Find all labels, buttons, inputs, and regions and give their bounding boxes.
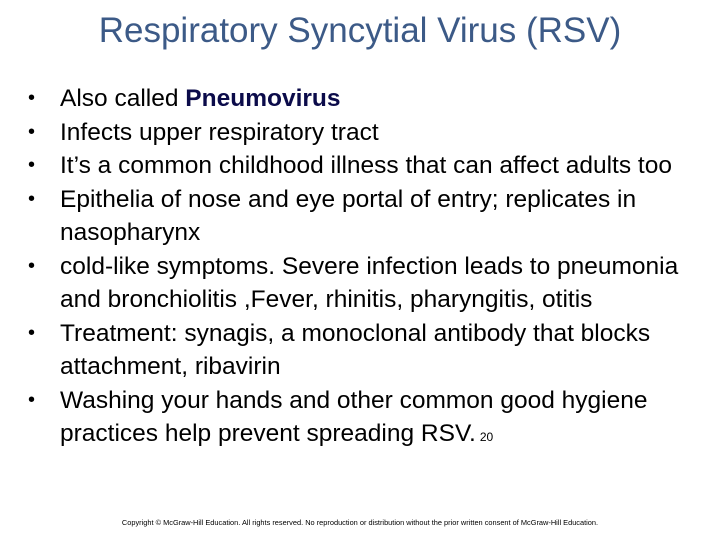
bullet-text: Treatment: synagis, a monoclonal antibody that blocks attachment, ribavirin [60, 319, 651, 380]
bullet-text: It’s a common childhood illness that can affect adults too [60, 152, 672, 179]
bullet-item-symptoms [28, 250, 708, 317]
bullet-icon: • [28, 187, 36, 210]
bullet-item-treatment [28, 317, 708, 384]
bullet-item-childhood-illness [28, 149, 708, 183]
bullet-text: Epithelia of nose and eye portal of entry; replicates in nasopharynx [60, 185, 637, 246]
bullet-icon: • [28, 87, 36, 109]
bullet-icon: • [28, 388, 36, 411]
bullet-icon: • [28, 321, 36, 344]
bullet-icon: • [28, 120, 36, 143]
bullet-item-epithelia [28, 183, 708, 250]
bullet-text: Infects upper respiratory tract [60, 118, 379, 146]
bullet-item-hygiene [28, 384, 708, 455]
slide-title: Respiratory Syncytial Virus (RSV) [98, 11, 622, 50]
bullet-text: cold-like symptoms. Severe infection leads to pneumonia and bronchiolitis ,Fever, rhinitis, pharyngitis, otitis [60, 252, 679, 313]
bullet-icon: • [28, 154, 36, 176]
pneumovirus-emphasis: Pneumovirus [185, 85, 341, 112]
bullet-item-infects [28, 116, 708, 150]
copyright-notice: Copyright © McGraw-Hill Education. All rights reserved. No reproduction or distribution without the prior written consent of McGraw-Hill Education. [121, 518, 599, 527]
bullet-text: Also called [60, 85, 186, 112]
slide-number: 20 [479, 430, 494, 444]
bullet-item-also-called [28, 82, 708, 116]
bullet-list [28, 82, 708, 455]
bullet-text: Washing your hands and other common good hygiene practices help prevent spreading RSV. [60, 386, 648, 447]
bullet-icon: • [28, 254, 36, 277]
